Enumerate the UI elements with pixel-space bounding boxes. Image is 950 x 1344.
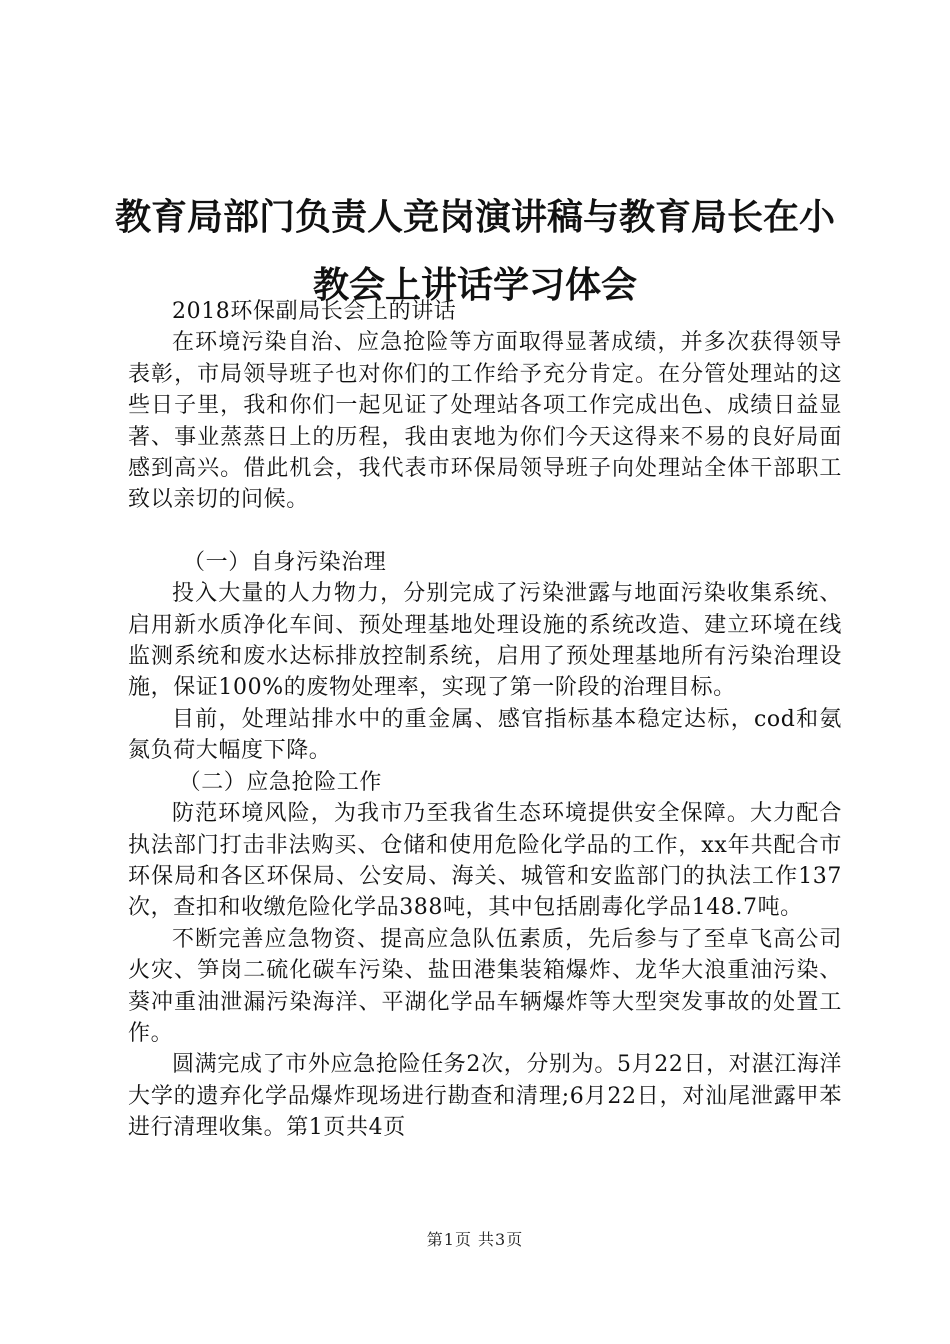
paragraph-spacer — [128, 516, 842, 547]
section-heading-emergency-response: （二）应急抢险工作 — [178, 769, 382, 795]
page-number-footer: 第1页 共3页 — [426, 1230, 524, 1249]
paragraph-discharge-status: 目前，处理站排水中的重金属、感官指标基本稳定达标，cod和氨氮负荷大幅度下降。 — [128, 706, 842, 764]
paragraph-external-tasks: 圆满完成了市外应急抢险任务2次，分别为。5月22日，对湛江海洋大学的遗弃化学品爆炸现场进行勘查和清理;6月22日，对汕尾泄露甲苯进行清理收集。第1页共4页 — [128, 1052, 842, 1141]
document-title: 教育局部门负责人竞岗演讲稿与教育局长在小教会上讲话学习体会 — [114, 196, 835, 306]
paragraph-risk-prevention: 防范环境风险，为我市乃至我省生态环境提供安全保障。大力配合执法部门打击非法购买、仓储和使用危险化学品的工作，xx年共配合市环保局和各区环保局、公安局、海关、城管和安监部门的执法工作137次，查扣和收缴危险化学品388吨，其中包括剧毒化学品148.7吨。 — [128, 801, 842, 921]
document-body — [128, 296, 842, 1144]
paragraph-emergency-supplies: 不断完善应急物资、提高应急队伍素质，先后参与了至卓飞高公司火灾、笋岗二硫化碳车污染、盐田港集装箱爆炸、龙华大浪重油污染、葵冲重油泄漏污染海洋、平湖化学品车辆爆炸等大型突发事故的处置工作。 — [128, 926, 842, 1046]
section-heading-pollution-control: （一）自身污染治理 — [183, 549, 387, 575]
paragraph-intro: 在环境污染自治、应急抢险等方面取得显著成绩，并多次获得领导表彰，市局领导班子也对你们的工作给予充分肯定。在分管处理站的这些日子里，我和你们一起见证了处理站各项工作完成出色、成绩日益显著、事业蒸蒸日上的历程，我由衷地为你们今天这得来不易的良好局面感到高兴。借此机会，我代表市环保局领导班子向处理站全体干部职工致以亲切的问候。 — [128, 330, 842, 513]
paragraph-speech-heading: 2018环保副局长会上的讲话 — [172, 299, 457, 324]
paragraph-pollution-control: 投入大量的人力物力，分别完成了污染泄露与地面污染收集系统、启用新水质净化车间、预处理基地处理设施的系统改造、建立环境在线监测系统和废水达标排放控制系统，启用了预处理基地所有污染治理设施，保证100%的废物处理率，实现了第一阶段的治理目标。 — [128, 581, 842, 701]
